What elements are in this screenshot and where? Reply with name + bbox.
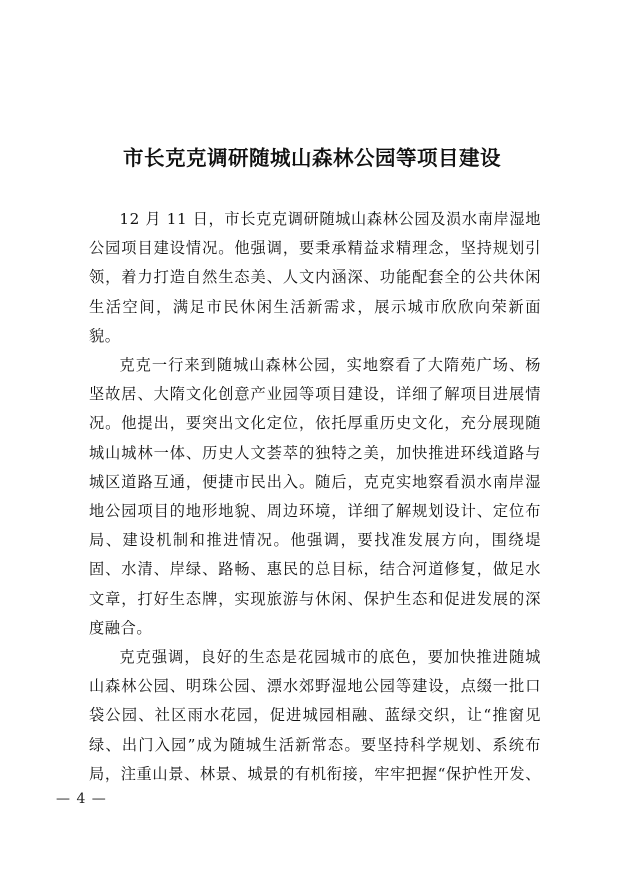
paragraph-1: 12 月 11 日，市长克克调研随城山森林公园及涢水南岸湿地公园项目建设情况。他强调，要秉承精益求精理念，坚持规划引领，着力打造自然生态美、人文内涵深、功能配套全的公共休闲生活空间，满足市民休闲生活新需求，展示城市欣欣向荣新面貌。 <box>89 210 541 345</box>
paragraph-3: 克克强调，良好的生态是花园城市的底色，要加快推进随城山森林公园、明珠公园、漂水郊野湿地公园等建设，点缀一批口袋公园、社区雨水花园，促进城园相融、蓝绿交织，让“推窗见绿、出门入园”成为随城生活新常态。要坚持科学规划、系统布局，注重山景、林景、城景的有机衔接，牢牢把握“保护性开发、 <box>89 648 541 783</box>
paragraph-2: 克克一行来到随城山森林公园，实地察看了大隋苑广场、杨坚故居、大隋文化创意产业园等项目建设，详细了解项目进展情况。他提出，要突出文化定位，依托厚重历史文化，充分展现随城山城林一体、历史人文荟萃的独特之美，加快推进环线道路与城区道路互通，便捷市民出入。随后，克克实地察看涢水南岸湿地公园项目的地形地貌、周边环境，详细了解规划设计、定位布局、建设机制和推进情况。他强调，要找准发展方向，围绕堤固、水清、岸绿、路畅、惠民的总目标，结合河道修复，做足水文章，打好生态牌，实现旅游与休闲、保护生态和促进发展的深度融合。 <box>89 356 541 637</box>
article-title: 市长克克调研随城山森林公园等项目建设 <box>123 146 501 170</box>
page-number: — 4 — <box>56 791 107 807</box>
article-body <box>89 205 541 789</box>
